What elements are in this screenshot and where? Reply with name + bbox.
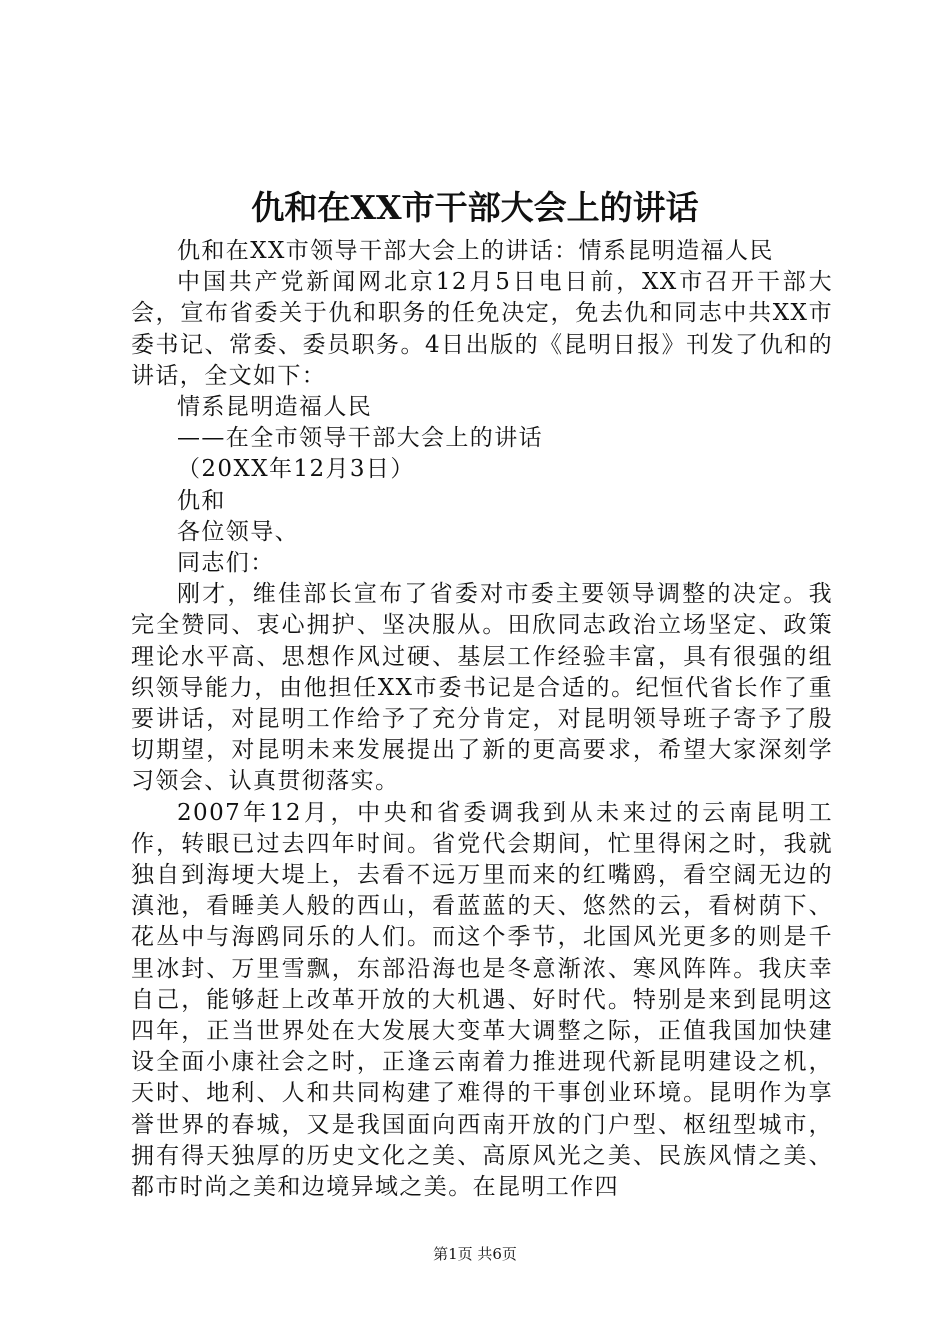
document-title: 仇和在XX市干部大会上的讲话 xyxy=(251,188,699,227)
paragraph-author: 仇和 xyxy=(177,487,226,514)
paragraph-speech-subtitle: ——在全市领导干部大会上的讲话 xyxy=(177,425,543,452)
page-footer: 第1页 共6页 xyxy=(433,1245,517,1263)
paragraph-salutation-1: 各位领导、 xyxy=(177,518,299,545)
paragraph-body-2: 2007年12月，中央和省委调我到从未来过的云南昆明工作，转眼已过去四年时间。省党代会期间，忙里得闲之时，我就独自到海埂大堤上，去看不远万里而来的红嘴鸥，看空阔无边的滇池，看睡美人般的西山，看蓝蓝的天、悠然的云，看树荫下、花丛中与海鸥同乐的人们。而这个季节，北国风光更多的则是千里冰封、万里雪飘，东部沿海也是冬意渐浓、寒风阵阵。我庆幸自己，能够赶上改革开放的大机遇、好时代。特别是来到昆明这四年，正当世界处在大发展大变革大调整之际，正值我国加快建设全面小康社会之时，正逢云南着力推进现代新昆明建设之机，天时、地利、人和共同构建了难得的干事创业环境。昆明作为享誉世界的春城，又是我国面向西南开放的门户型、枢纽型城市，拥有得天独厚的历史文化之美、高原风光之美、民族风情之美、都市时尚之美和边境异域之美。在昆明工作四 xyxy=(131,799,833,1201)
document-body xyxy=(131,236,833,1203)
paragraph-date: （20XX年12月3日） xyxy=(177,456,415,483)
paragraph-salutation-2: 同志们： xyxy=(177,550,275,577)
paragraph-body-1: 刚才，维佳部长宣布了省委对市委主要领导调整的决定。我完全赞同、衷心拥护、坚决服从。田欣同志政治立场坚定、政策理论水平高、思想作风过硬、基层工作经验丰富，具有很强的组织领导能力，由他担任XX市委书记是合适的。纪恒代省长作了重要讲话，对昆明工作给予了充分肯定，对昆明领导班子寄予了殷切期望，对昆明未来发展提出了新的更高要求，希望大家深刻学习领会、认真贯彻落实。 xyxy=(131,581,833,795)
paragraph-speech-title: 情系昆明造福人民 xyxy=(177,394,373,421)
paragraph-intro: 中国共产党新闻网北京12月5日电日前，XX市召开干部大会，宣布省委关于仇和职务的任免决定，免去仇和同志中共XX市委书记、常委、委员职务。4日出版的《昆明日报》刊发了仇和的讲话，全文如下： xyxy=(131,269,833,389)
paragraph-subtitle: 仇和在XX市领导干部大会上的讲话：情系昆明造福人民 xyxy=(177,238,774,264)
